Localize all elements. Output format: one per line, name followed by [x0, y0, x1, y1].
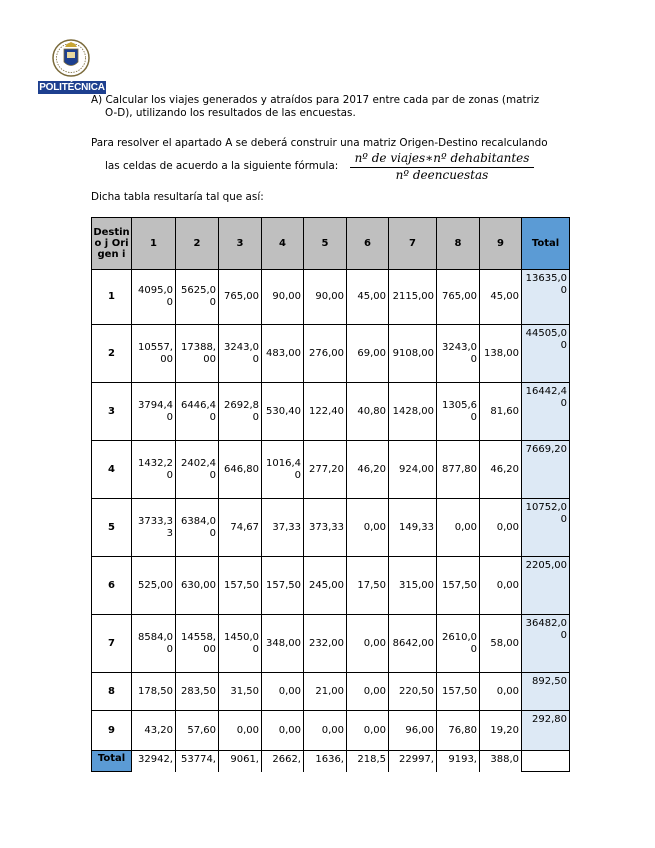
question-a-line1: A) Calcular los viajes generados y atraídos para 2017 entre cada par de zonas (matriz: [91, 94, 540, 106]
table-cell: 283,50: [176, 673, 219, 711]
table-cell: 348,00: [262, 615, 304, 673]
table-cell: 232,00: [304, 615, 347, 673]
formula-numerator: nº de viajes∗nº dehabitantes: [350, 151, 534, 168]
table-cell: 0,00: [262, 673, 304, 711]
table-cell: 0,00: [480, 499, 522, 557]
table-cell: 877,80: [437, 441, 480, 499]
table-cell: 2610,00: [437, 615, 480, 673]
table-cell: 646,80: [219, 441, 262, 499]
row-total-cell: 892,50: [522, 673, 570, 711]
table-cell: 315,00: [389, 557, 437, 615]
table-cell: 57,60: [176, 711, 219, 751]
table-cell: 2692,80: [219, 383, 262, 441]
table-cell: 157,50: [437, 673, 480, 711]
question-a-line2: O-D), utilizando los resultados de las encuestas.: [105, 107, 356, 119]
table-cell: 525,00: [132, 557, 176, 615]
table-cell: 0,00: [347, 499, 389, 557]
table-cell: 17,50: [347, 557, 389, 615]
row-total-cell: 44505,00: [522, 325, 570, 383]
column-header: 4: [262, 218, 304, 270]
table-cell: 0,00: [347, 673, 389, 711]
corner-header: Destino j Origen i: [92, 218, 132, 270]
table-cell: 0,00: [347, 615, 389, 673]
table-cell: 6446,40: [176, 383, 219, 441]
column-header: 6: [347, 218, 389, 270]
row-header: 4: [92, 441, 132, 499]
table-cell: 69,00: [347, 325, 389, 383]
table-cell: 630,00: [176, 557, 219, 615]
total-column-header: Total: [522, 218, 570, 270]
table-cell: 483,00: [262, 325, 304, 383]
table-cell: 0,00: [480, 673, 522, 711]
table-cell: 90,00: [262, 270, 304, 325]
table-cell: 45,00: [480, 270, 522, 325]
row-total-cell: 36482,00: [522, 615, 570, 673]
row-header: 3: [92, 383, 132, 441]
total-row: [92, 751, 570, 772]
table-row: [92, 499, 570, 557]
table-cell: 157,50: [437, 557, 480, 615]
row-header: 1: [92, 270, 132, 325]
table-row: [92, 270, 570, 325]
table-cell: 76,80: [437, 711, 480, 751]
column-total-cell: 22997,: [389, 751, 437, 772]
table-row: [92, 673, 570, 711]
total-row-label: Total: [92, 751, 132, 772]
table-cell: 245,00: [304, 557, 347, 615]
grand-total-cell: [522, 751, 570, 772]
column-header: 9: [480, 218, 522, 270]
table-cell: 45,00: [347, 270, 389, 325]
table-cell: 2402,40: [176, 441, 219, 499]
table-cell: 373,33: [304, 499, 347, 557]
table-cell: 43,20: [132, 711, 176, 751]
table-cell: 14558,00: [176, 615, 219, 673]
table-cell: 0,00: [262, 711, 304, 751]
row-total-cell: 13635,00: [522, 270, 570, 325]
university-seal-icon: [52, 38, 90, 78]
table-cell: 178,50: [132, 673, 176, 711]
column-total-cell: 2662,: [262, 751, 304, 772]
table-cell: 0,00: [347, 711, 389, 751]
formula-denominator: nº deencuestas: [395, 168, 489, 182]
table-cell: 37,33: [262, 499, 304, 557]
table-cell: 40,80: [347, 383, 389, 441]
row-total-cell: 16442,40: [522, 383, 570, 441]
table-cell: 19,20: [480, 711, 522, 751]
table-cell: 58,00: [480, 615, 522, 673]
table-cell: 96,00: [389, 711, 437, 751]
table-cell: 3733,33: [132, 499, 176, 557]
row-total-cell: 292,80: [522, 711, 570, 751]
table-cell: 0,00: [437, 499, 480, 557]
table-cell: 1432,20: [132, 441, 176, 499]
row-header: 8: [92, 673, 132, 711]
table-cell: 0,00: [480, 557, 522, 615]
university-logo: [38, 38, 106, 94]
row-header: 2: [92, 325, 132, 383]
table-cell: 122,40: [304, 383, 347, 441]
table-cell: 8642,00: [389, 615, 437, 673]
column-header: 7: [389, 218, 437, 270]
table-cell: 74,67: [219, 499, 262, 557]
column-header: 2: [176, 218, 219, 270]
table-cell: 1305,60: [437, 383, 480, 441]
table-cell: 149,33: [389, 499, 437, 557]
table-cell: 1428,00: [389, 383, 437, 441]
table-cell: 5625,00: [176, 270, 219, 325]
table-cell: 21,00: [304, 673, 347, 711]
column-header: 3: [219, 218, 262, 270]
table-cell: 0,00: [219, 711, 262, 751]
table-cell: 220,50: [389, 673, 437, 711]
table-cell: 1016,40: [262, 441, 304, 499]
logo-band-text: POLITÉCNICA: [39, 82, 105, 93]
column-header: 5: [304, 218, 347, 270]
row-total-cell: 7669,20: [522, 441, 570, 499]
table-cell: 3243,00: [219, 325, 262, 383]
table-cell: 277,20: [304, 441, 347, 499]
table-cell: 2115,00: [389, 270, 437, 325]
column-header: 1: [132, 218, 176, 270]
table-cell: 765,00: [219, 270, 262, 325]
table-cell: 9108,00: [389, 325, 437, 383]
row-header: 7: [92, 615, 132, 673]
intro-line1: Para resolver el apartado A se deberá construir una matriz Origen-Destino recalculando: [91, 137, 548, 149]
column-total-cell: 1636,: [304, 751, 347, 772]
row-header: 6: [92, 557, 132, 615]
column-total-cell: 218,5: [347, 751, 389, 772]
table-row: [92, 383, 570, 441]
table-cell: 157,50: [219, 557, 262, 615]
row-header: 9: [92, 711, 132, 751]
row-total-cell: 10752,00: [522, 499, 570, 557]
table-cell: 90,00: [304, 270, 347, 325]
table-cell: 46,20: [480, 441, 522, 499]
column-total-cell: 388,0: [480, 751, 522, 772]
intro-line2: las celdas de acuerdo a la siguiente fórmula:: [105, 160, 339, 172]
column-total-cell: 32942,: [132, 751, 176, 772]
table-cell: 31,50: [219, 673, 262, 711]
formula: [350, 151, 534, 183]
table-cell: 8584,00: [132, 615, 176, 673]
table-cell: 4095,00: [132, 270, 176, 325]
column-header: 8: [437, 218, 480, 270]
table-row: [92, 711, 570, 751]
row-header: 5: [92, 499, 132, 557]
table-cell: 1450,00: [219, 615, 262, 673]
table-row: [92, 557, 570, 615]
table-row: [92, 325, 570, 383]
table-cell: 765,00: [437, 270, 480, 325]
table-cell: 17388,00: [176, 325, 219, 383]
table-row: [92, 615, 570, 673]
table-cell: 0,00: [304, 711, 347, 751]
row-total-cell: 2205,00: [522, 557, 570, 615]
table-cell: 10557,00: [132, 325, 176, 383]
table-cell: 138,00: [480, 325, 522, 383]
od-matrix-table: [91, 217, 570, 772]
table-cell: 3794,40: [132, 383, 176, 441]
table-row: [92, 441, 570, 499]
table-cell: 6384,00: [176, 499, 219, 557]
column-total-cell: 9061,: [219, 751, 262, 772]
table-cell: 46,20: [347, 441, 389, 499]
table-intro: Dicha tabla resultaría tal que así:: [91, 191, 264, 203]
table-cell: 157,50: [262, 557, 304, 615]
header-row: [92, 218, 570, 270]
table-cell: 81,60: [480, 383, 522, 441]
column-total-cell: 9193,: [437, 751, 480, 772]
table-cell: 3243,00: [437, 325, 480, 383]
column-total-cell: 53774,: [176, 751, 219, 772]
table-cell: 924,00: [389, 441, 437, 499]
table-cell: 276,00: [304, 325, 347, 383]
table-cell: 530,40: [262, 383, 304, 441]
